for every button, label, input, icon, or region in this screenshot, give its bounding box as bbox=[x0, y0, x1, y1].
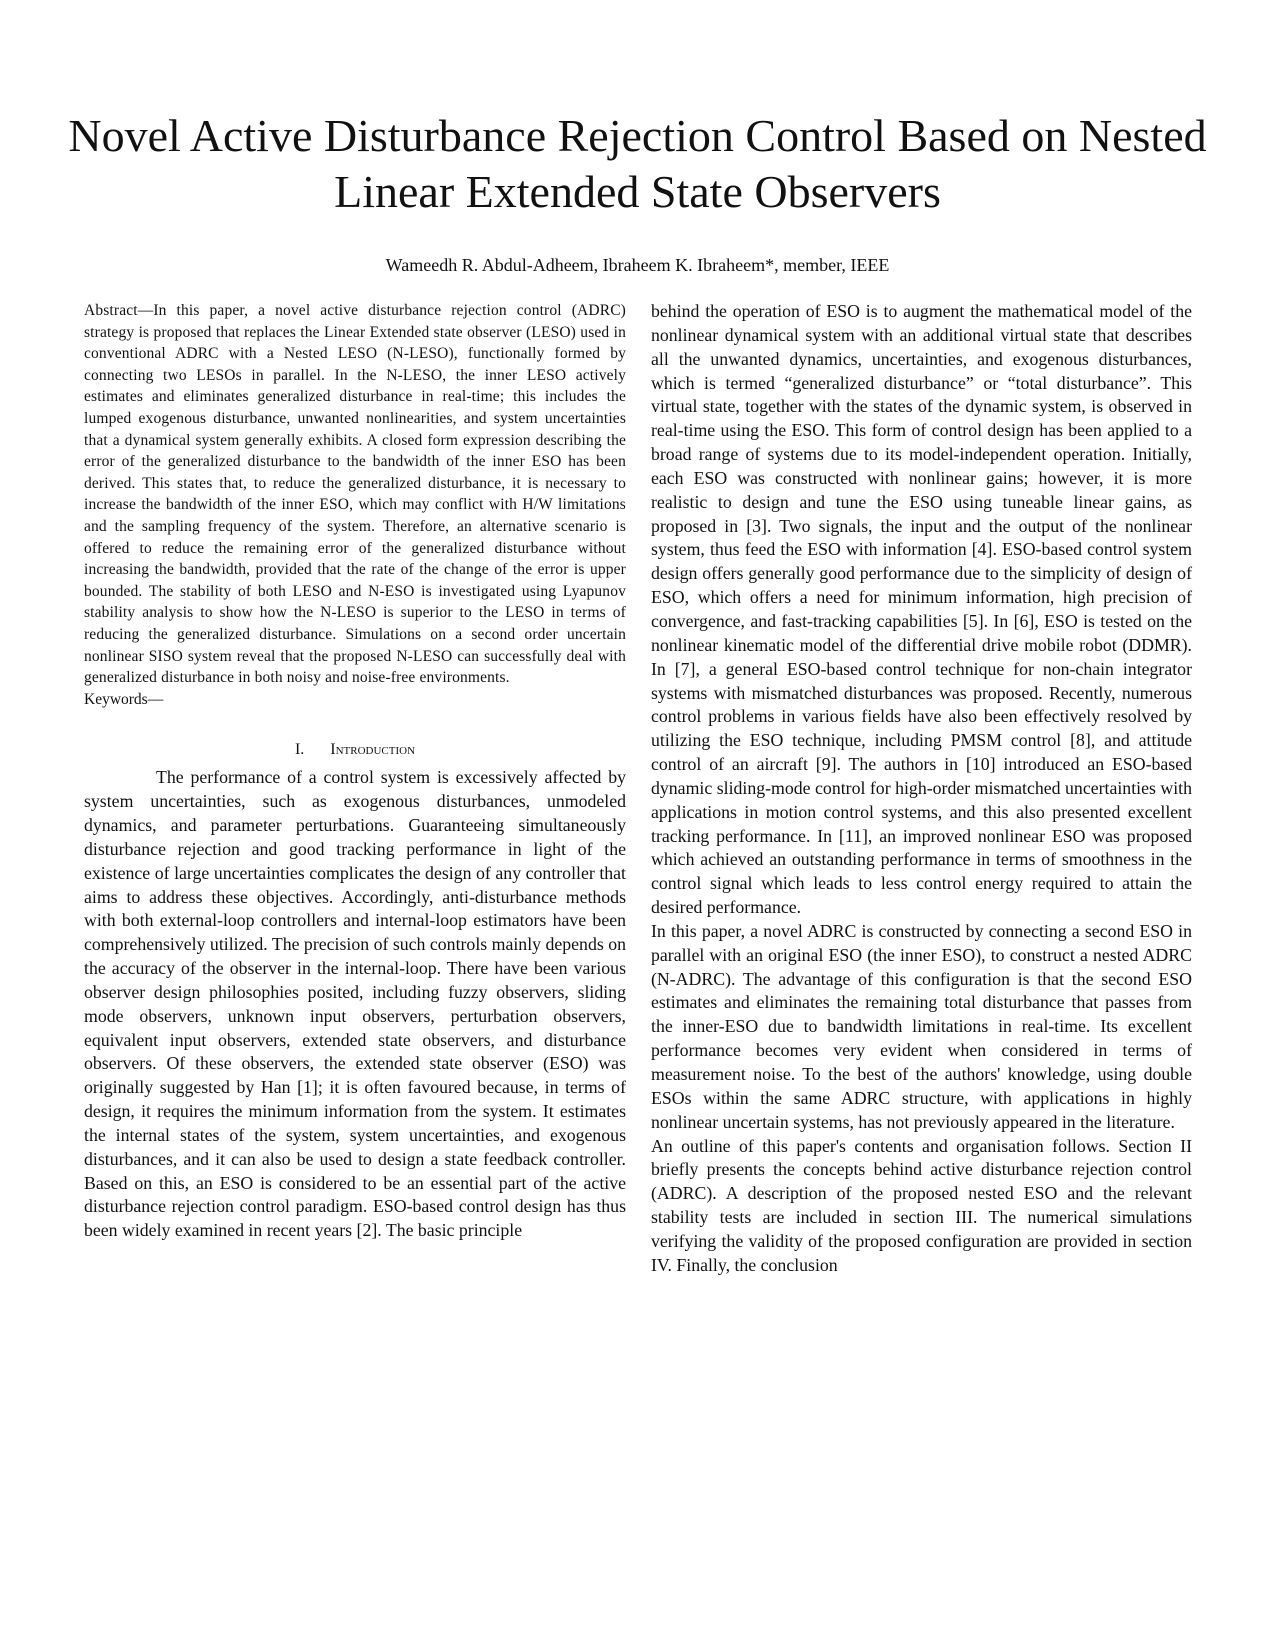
keywords: Keywords— bbox=[84, 690, 164, 708]
author-line: Wameedh R. Abdul-Adheem, Ibraheem K. Ibraheem*, member, IEEE bbox=[385, 255, 890, 275]
section-number: I. bbox=[294, 741, 305, 759]
right-column bbox=[651, 300, 1192, 1278]
abstract: Abstract—In this paper, a novel active disturbance rejection control (ADRC) strategy is proposed that replaces the Linear Extended state observer (LESO) used in conventional ADRC with a Nested LESO (N-LESO), functionally formed by connecting two LESOs in parallel. In the N-LESO, the inner LESO actively estimates and eliminates generalized disturbance in real-time; this includes the lumped exogenous disturbance, unwanted nonlinearities, and system uncertainties that a dynamical system generally exhibits. A closed form expression describing the error of the generalized disturbance to the bandwidth of the inner ESO has been derived. This states that, to reduce the generalized disturbance, it is necessary to increase the bandwidth of the inner ESO, which may conflict with H/W limitations and the sampling frequency of the system. Therefore, an alternative scenario is offered to reduce the remaining error of the generalized disturbance without increasing the bandwidth, provided that the rate of the change of the error is upper bounded. The stability of both LESO and N-ESO is investigated using Lyapunov stability analysis to show how the N-LESO is superior to the LESO in terms of reducing the generalized disturbance. Simulations on a second order uncertain nonlinear SISO system reveal that the proposed N-LESO can successfully deal with generalized disturbance in both noisy and noise-free environments. bbox=[84, 302, 626, 687]
intro-paragraph-outline: An outline of this paper's contents and organisation follows. Section II briefly presents the concepts behind active disturbance rejection control (ADRC). A description of the proposed nested ESO and the relevant stability tests are included in section III. The numerical simulations verifying the validity of the proposed configuration are provided in section IV. Finally, the conclusion bbox=[651, 1135, 1192, 1275]
section-heading-introduction bbox=[84, 740, 626, 760]
intro-paragraph-contribution: In this paper, a novel ADRC is constructed by connecting a second ESO in parallel with an original ESO (the inner ESO), to construct a nested ADRC (N-ADRC). The advantage of this configuration is that the second ESO estimates and eliminates the remaining total disturbance that passes from the inner-ESO due to bandwidth limitations in real-time. Its excellent performance becomes very evident when considered in terms of measurement noise. To the best of the authors' knowledge, using double ESOs within the same ADRC structure, with applications in highly nonlinear uncertain systems, has not previously appeared in the literature. bbox=[651, 920, 1192, 1132]
intro-paragraph-1: The performance of a control system is excessively affected by system uncertainties, such as exogenous disturbances, unmodeled dynamics, and parameter perturbations. Guaranteeing simultaneously disturbance rejection and good tracking performance in light of the existence of large uncertainties complicates the design of any controller that aims to address these objectives. Accordingly, anti-disturbance methods with both external-loop controllers and internal-loop estimators have been comprehensively utilized. The precision of such controls mainly depends on the accuracy of the observer in the internal-loop. There have been various observer design philosophies posited, including fuzzy observers, sliding mode observers, unknown input observers, perturbation observers, equivalent input observers, extended state observers, and disturbance observers. Of these observers, the extended state observer (ESO) was originally suggested by Han [1]; it is often favoured because, in terms of design, it requires the minimum information from the system. It estimates the internal states of the system, system uncertainties, and exogenous disturbances, and it can also be used to design a state feedback controller. Based on this, an ESO is considered to be an essential part of the active disturbance rejection control paradigm. ESO-based control design has thus been widely examined in recent years [2]. The basic principle bbox=[84, 767, 626, 1241]
section-title: Introduction bbox=[330, 741, 416, 759]
intro-paragraph-continued: behind the operation of ESO is to augment the mathematical model of the nonlinear dynamical system with an additional virtual state that describes all the unwanted dynamics, uncertainties, and exogenous disturbances, which is termed “generalized disturbance” or “total disturbance”. This virtual state, together with the states of the dynamic system, is observed in real-time using the ESO. This form of control design has been applied to a broad range of systems due to its model-independent operation. Initially, each ESO was constructed with nonlinear gains; however, it is more realistic to design and tune the ESO using tuneable linear gains, as proposed in [3]. Two signals, the input and the output of the nonlinear system, thus feed the ESO with information [4]. ESO-based control system design offers generally good performance due to the simplicity of design of ESO, which offers a need for minimum information, high precision of convergence, and fast-tracking capabilities [5]. In [6], ESO is tested on the nonlinear kinematic model of the differential drive mobile robot (DDMR). In [7], a general ESO-based control technique for non-chain integrator systems with mismatched disturbances was proposed. Recently, numerous control problems in various fields have also been effectively resolved by utilizing the ESO technique, including PMSM control [8], and attitude control of an aircraft [9]. The authors in [10] introduced an ESO-based dynamic sliding-mode control for high-order mismatched uncertainties with applications in motion control systems, and this also presented excellent tracking performance. In [11], an improved nonlinear ESO was proposed which achieved an outstanding performance in terms of smoothness in the control signal which leads to less control energy required to attain the desired performance. bbox=[651, 301, 1192, 918]
paper-title: Novel Active Disturbance Rejection Control Based on Nested Linear Extended State Observers bbox=[68, 110, 1207, 217]
left-column bbox=[84, 300, 626, 1243]
